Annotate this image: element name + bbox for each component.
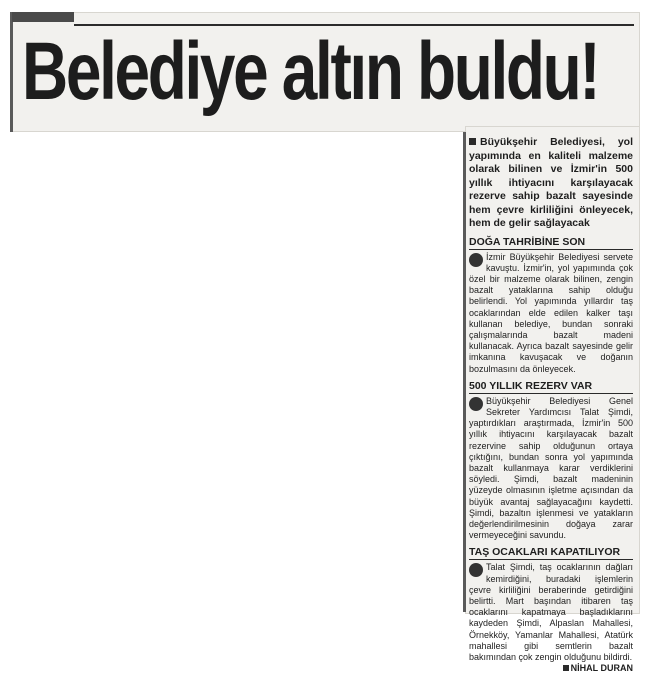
section-body [469,562,633,663]
byline [469,663,633,673]
square-bullet-icon [469,138,476,145]
section-body [469,252,633,375]
section-title: TAŞ OCAKLARI KAPATILIYOR [469,544,633,560]
headline: Belediye altın buldu! [22,26,599,117]
round-bullet-icon [469,397,483,411]
square-bullet-icon [563,665,569,671]
section-title: 500 YILLIK REZERV VAR [469,378,633,394]
section-body-text: Talat Şimdi, taş ocaklarının dağları kemirdiğini, buradaki işlemlerin çevre kirliliğini beraberinde getirdiğini belirtti. Mart başından itibaren taş ocaklarını kapatmaya başladıklarını kaydeden Şimdi, Alpaslan Mahallesi, Örnekköy, Yamanlar Mahallesi, Atatürk mahallesi gibi semtlerin bazalt bakımından çok zengin olduğunu bildirdi. [469,562,633,662]
byline-author: NİHAL DURAN [570,663,633,673]
left-shadow-edge [10,12,13,132]
lead-text: Büyükşehir Belediyesi, yol yapımında en kaliteli malzeme olarak bilinen ve İzmir'in 500 yıllık ihtiyacını karşılayacak rezerve sahip bazalt sayesinde hem çevre kirliliğini önleyecek, hem de gelir sağlayacak [469,136,633,229]
section-body-text: İzmir Büyükşehir Belediyesi servete kavuştu. İzmir'in, yol yapımında çok özel bir malzeme olarak bilinen, zengin bazalt yataklarına sahip olduğu belirlendi. Yol yapımında yıllardır taş ocaklarından elde edilen kalker taşı kullanan belediye, bundan sonraki çalışmalarında bazalt madeni kullanacak. Ayrıca bazalt sayesinde gelir imkanına kavuşacak ve doğanın bozulmasını da önleyecek. [469,251,633,374]
section-body-text: Büyükşehir Belediyesi Genel Sekreter Yardımcısı Talat Şimdi, yaptırdıkları araştırmada, İzmir'in 500 yıllık ihtiyacını karşılayacak bazalt rezervine sahip olduğunun ortaya çıktığını, bundan sonra yol yapımında bazalt kullanmaya karar verdiklerini söyledi. Şimdi, bazalt madeninin yüzeyde olmasının işletme açısından da büyük avantaj sağlayacağını kaydetti. Şimdi, bazaltın işlenmesi ve yatakların değerlendirilmesinin doğaya zarar vermeyeceğini savundu. [469,395,633,541]
column-shadow-edge [463,132,466,612]
round-bullet-icon [469,563,483,577]
article-column [469,136,633,673]
section-title: DOĞA TAHRİBİNE SON [469,234,633,250]
section-body [469,396,633,542]
round-bullet-icon [469,253,483,267]
lead-paragraph [469,136,633,231]
